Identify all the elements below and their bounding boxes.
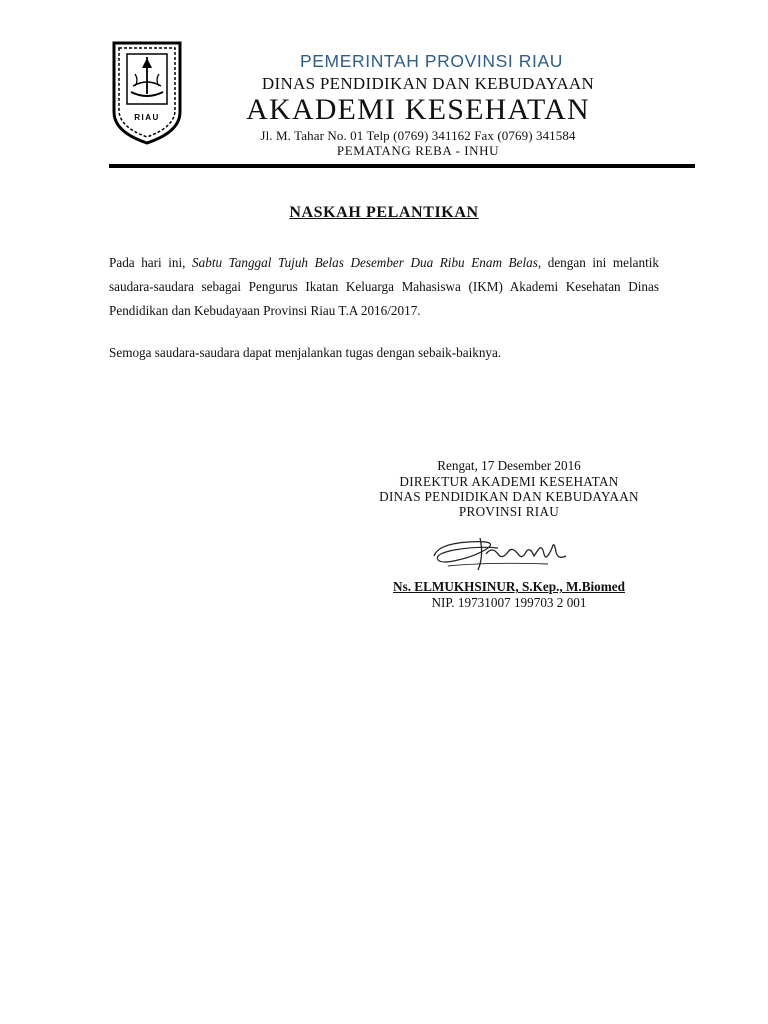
signatory-title-line1: DIREKTUR AKADEMI KESEHATAN <box>399 474 619 489</box>
paragraph-intro: Pada hari ini, <box>109 255 193 270</box>
signatory-title-line2: DINAS PENDIDIKAN DAN KEBUDAYAAN <box>379 489 639 504</box>
letterhead-divider <box>109 164 695 168</box>
government-name: PEMERINTAH PROVINSI RIAU <box>300 51 563 71</box>
signatory-title-line3: PROVINSI RIAU <box>458 504 560 519</box>
riau-emblem-logo <box>111 40 183 146</box>
department-name: DINAS PENDIDIKAN DAN KEBUDAYAAN <box>261 74 595 93</box>
institution-city: PEMATANG REBA - INHU <box>336 143 500 158</box>
signature-place-date: Rengat, 17 Desember 2016 <box>437 458 581 473</box>
institution-address: Jl. M. Tahar No. 01 Telp (0769) 341162 Fax (0769) 341584 <box>260 128 576 143</box>
institution-name: AKADEMI KESEHATAN <box>246 93 590 126</box>
closing-paragraph: Semoga saudara-saudara dapat menjalankan tugas dengan sebaik-baiknya. <box>109 345 502 360</box>
paragraph-date: Sabtu Tanggal Tujuh Belas Desember Dua Ribu Enam Belas <box>192 255 538 270</box>
signatory-name: Ns. ELMUKHSINUR, S.Kep., M.Biomed <box>393 579 625 594</box>
signatory-nip: NIP. 19731007 199703 2 001 <box>431 595 587 610</box>
handwritten-signature <box>428 526 578 576</box>
paragraph-rest: , dengan ini melantik saudara-saudara sebagai Pengurus Ikatan Keluarga Mahasiswa (IKM) Akademi Kesehatan Dinas Pendidikan dan Kebudayaan Provinsi Riau T.A 2016/2017. <box>109 255 659 318</box>
body-paragraph <box>109 251 659 323</box>
emblem-text: RIAU <box>134 113 160 122</box>
document-title: NASKAH PELANTIKAN <box>289 204 479 221</box>
